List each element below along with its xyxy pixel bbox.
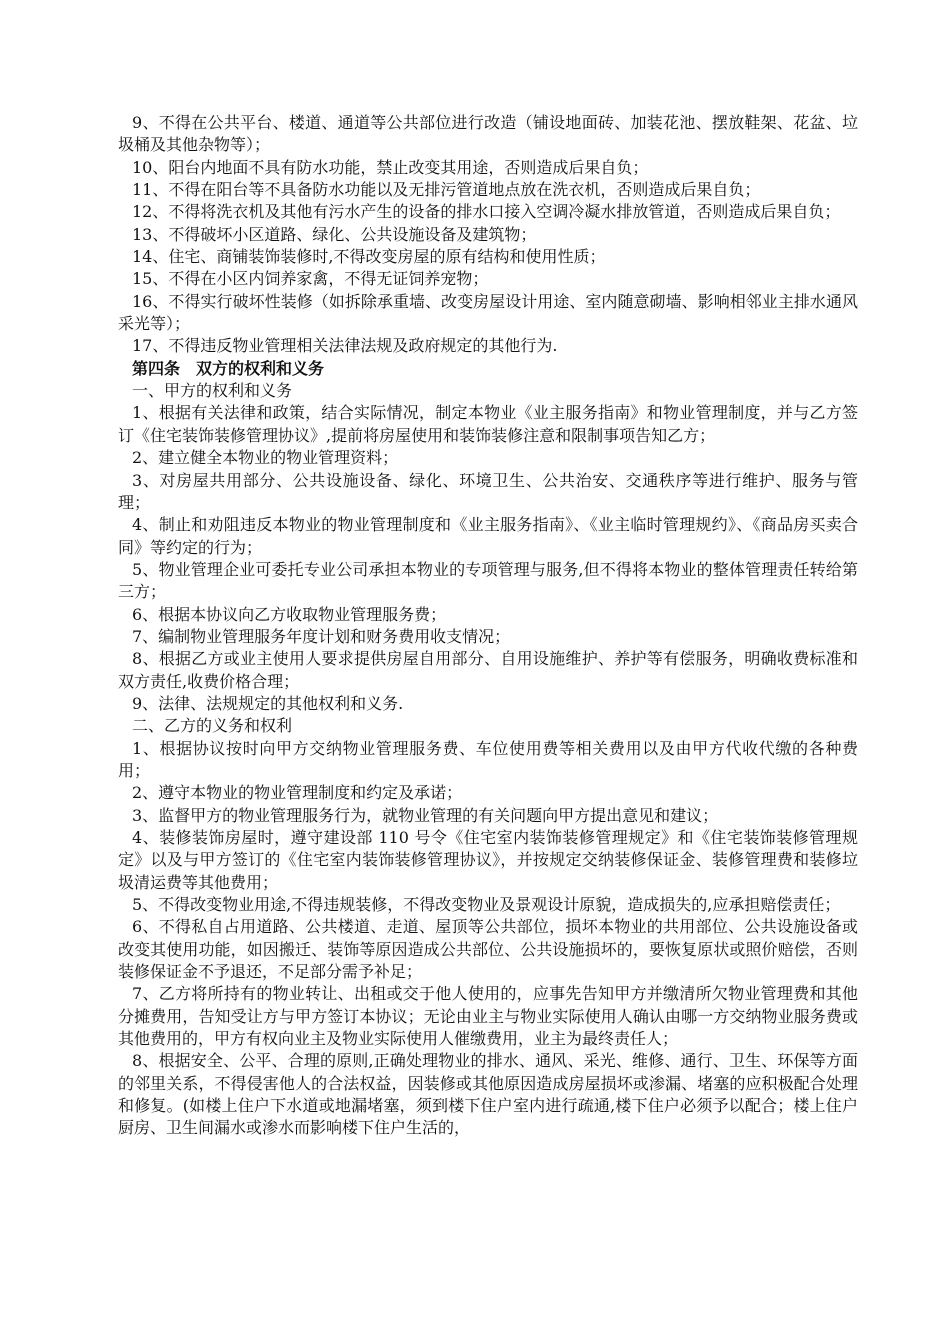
- clause-paragraph: 1、根据协议按时向甲方交纳物业管理服务费、车位使用费等相关费用以及由甲方代收代缴的各种费用；: [118, 738, 858, 780]
- article-heading: 第四条 双方的权利和义务: [132, 358, 325, 378]
- clause-paragraph: 1、根据有关法律和政策，结合实际情况，制定本物业《业主服务指南》和物业管理制度，并与乙方签订《住宅装饰装修管理协议》,提前将房屋使用和装饰装修注意和限制事项告知乙方；: [118, 403, 858, 445]
- clause-paragraph: 14、住宅、商铺装饰装修时,不得改变房屋的原有结构和使用性质；: [132, 247, 606, 267]
- clause-paragraph: 5、不得改变物业用途,不得违规装修，不得改变物业及景观设计原貌，造成损失的,应承担赔偿责任；: [132, 895, 841, 915]
- clause-paragraph: 4、装修装饰房屋时，遵守建设部 110 号令《住宅室内装饰装修管理规定》和《住宅装饰装修管理规定》以及与甲方签订的《住宅室内装饰装修管理协议》，并按规定交纳装修保证金、装修管理费和装修垃圾清运费等其他费用；: [118, 828, 858, 892]
- clause-paragraph: 8、根据乙方或业主使用人要求提供房屋自用部分、自用设施维护、养护等有偿服务，明确收费标准和双方责任,收费价格合理；: [118, 649, 858, 691]
- clause-paragraph: 3、监督甲方的物业管理服务行为，就物业管理的有关问题向甲方提出意见和建议；: [132, 805, 719, 825]
- clause-paragraph: 7、乙方将所持有的物业转让、出租或交于他人使用的，应事先告知甲方并缴清所欠物业管理费和其他分摊费用，告知受让方与甲方签订本协议；无论由业主与物业实际使用人确认由哪一方交纳物业服务费或其他费用的，甲方有权向业主及物业实际使用人催缴费用，业主为最终责任人；: [118, 984, 858, 1049]
- clause-paragraph: 9、法律、法规规定的其他权利和义务.: [132, 693, 404, 713]
- clause-paragraph: 11、不得在阳台等不具备防水功能以及无排污管道地点放在洗衣机，否则造成后果自负；: [132, 180, 761, 200]
- clause-paragraph: 13、不得破坏小区道路、绿化、公共设施设备及建筑物；: [132, 224, 537, 244]
- clause-paragraph: 4、制止和劝阻违反本物业的物业管理制度和《业主服务指南》、《业主临时管理规约》、《商品房买卖合同》等约定的行为；: [118, 515, 858, 557]
- document-page: [118, 112, 858, 1140]
- clause-paragraph: 16、不得实行破坏性装修（如拆除承重墙、改变房屋设计用途、室内随意砌墙、影响相邻业主排水通风采光等）；: [118, 291, 858, 334]
- clause-paragraph: 3、对房屋共用部分、公共设施设备、绿化、环境卫生、公共治安、交通秩序等进行维护、服务与管理；: [118, 470, 858, 512]
- subsection-title-party-b: 二、乙方的义务和权利: [132, 716, 293, 736]
- clause-paragraph: 6、不得私自占用道路、公共楼道、走道、屋顶等公共部位，损坏本物业的共用部位、公共设施设备或改变其使用功能，如因搬迁、装饰等原因造成公共部位、公共设施损坏的，要恢复原状或照价赔偿，否则装修保证金不予退还，不足部分需予补足；: [118, 917, 858, 982]
- clause-paragraph: 5、物业管理企业可委托专业公司承担本物业的专项管理与服务,但不得将本物业的整体管理责任转给第三方；: [118, 559, 858, 602]
- clause-paragraph: 8、根据安全、公平、合理的原则,正确处理物业的排水、通风、采光、维修、通行、卫生、环保等方面的邻里关系，不得侵害他人的合法权益，因装修或其他原因造成房屋损坏或渗漏、堵塞的应积极配合处理和修复。(如楼上住户下水道或地漏堵塞，须到楼下住户室内进行疏通,楼下住户必须予以配合；楼上住户厨房、卫生间漏水或渗水而影响楼下住户生活的，: [118, 1051, 858, 1138]
- clause-paragraph: 7、编制物业管理服务年度计划和财务费用收支情况；: [132, 626, 511, 646]
- subsection-title-party-a: 一、甲方的权利和义务: [132, 381, 293, 401]
- clause-paragraph: 15、不得在小区内饲养家禽，不得无证饲养宠物；: [132, 269, 489, 289]
- clause-paragraph: 6、根据本协议向乙方收取物业管理服务费；: [132, 604, 447, 624]
- clause-paragraph: 2、遵守本物业的物业管理制度和约定及承诺；: [132, 783, 463, 803]
- clause-paragraph: 12、不得将洗衣机及其他有污水产生的设备的排水口接入空调冷凝水排放管道，否则造成后果自负；: [132, 202, 841, 222]
- clause-paragraph: 17、不得违反物业管理相关法律法规及政府规定的其他行为.: [132, 336, 558, 356]
- clause-paragraph: 9、不得在公共平台、楼道、通道等公共部位进行改造（铺设地面砖、加装花池、摆放鞋架、花盆、垃圾桶及其他杂物等）；: [118, 113, 858, 155]
- clause-paragraph: 2、建立健全本物业的物业管理资料；: [132, 448, 399, 468]
- clause-paragraph: 10、阳台内地面不具有防水功能，禁止改变其用途，否则造成后果自负；: [132, 157, 649, 177]
